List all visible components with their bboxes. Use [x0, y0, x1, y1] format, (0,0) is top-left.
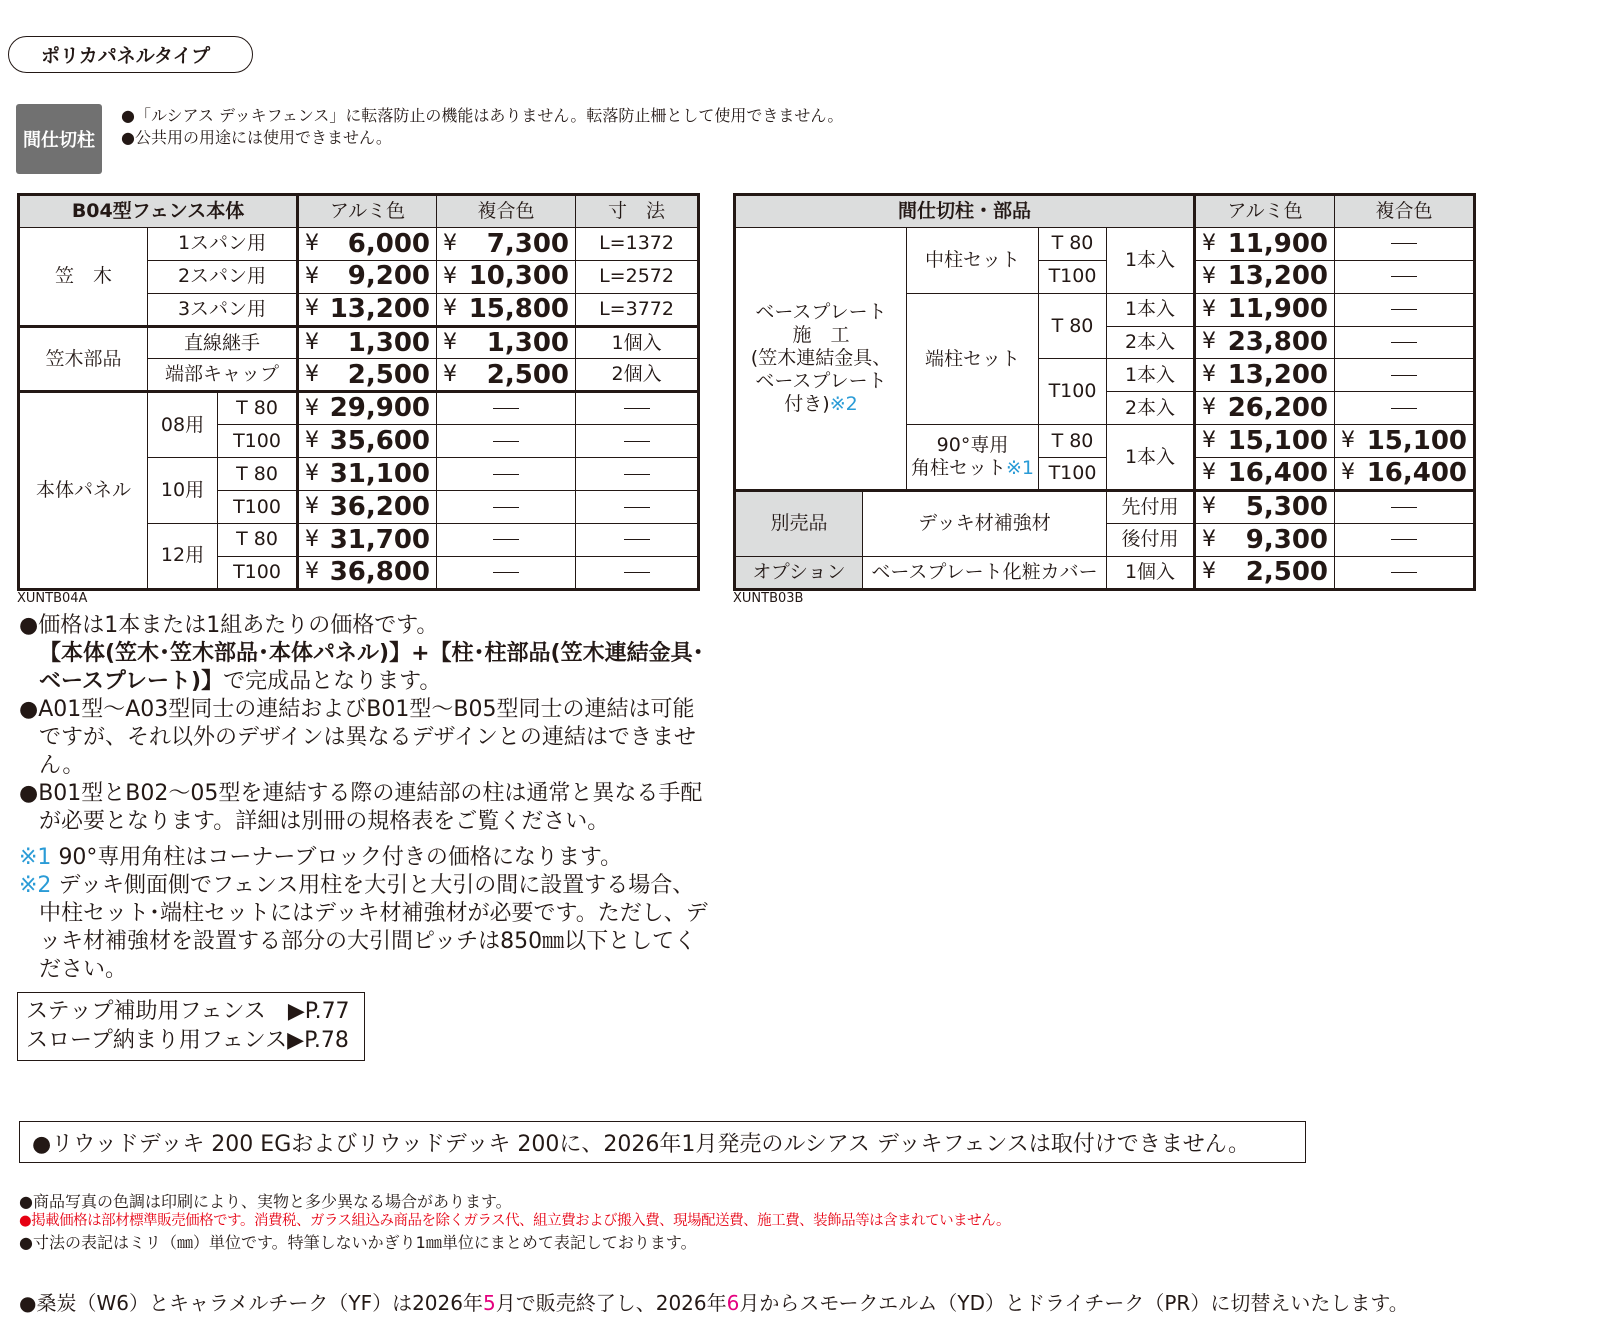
- yen: ¥: [1202, 494, 1217, 520]
- ref-mark: ※2: [19, 873, 52, 898]
- header-fukugo: 複合色: [1335, 195, 1475, 228]
- yen: ¥: [305, 230, 320, 256]
- panel-thickness: T100: [218, 425, 298, 458]
- price-value: 11,900: [1227, 294, 1329, 325]
- price-value: 16,400: [1227, 458, 1329, 489]
- not-available: [437, 523, 576, 556]
- size: 2個入: [576, 359, 699, 392]
- price: [1200, 459, 1330, 488]
- dash-icon: [493, 474, 519, 475]
- yen: ¥: [305, 428, 320, 454]
- price: [303, 460, 432, 489]
- yen: ¥: [443, 329, 458, 355]
- price-value: 16,400: [1366, 458, 1468, 489]
- price-value: 6,000: [347, 228, 431, 259]
- price: [1200, 558, 1330, 587]
- yen: ¥: [305, 329, 320, 355]
- price-value: 13,200: [1227, 261, 1329, 292]
- price: [1200, 262, 1330, 291]
- price-value: 23,800: [1227, 327, 1329, 358]
- yen: ¥: [1202, 362, 1217, 388]
- panel-thickness: T 80: [218, 458, 298, 491]
- not-available: [1335, 523, 1475, 556]
- section-title-pill: ポリカパネルタイプ: [8, 36, 253, 73]
- price: [1200, 493, 1330, 522]
- yen: ¥: [305, 395, 320, 421]
- price: [303, 526, 432, 555]
- not-available: [1335, 227, 1475, 260]
- not-available: [576, 392, 699, 425]
- dash-icon: [1391, 408, 1417, 409]
- price-value: 15,100: [1366, 425, 1468, 456]
- size: L=1372: [576, 227, 699, 260]
- not-available: [1335, 260, 1475, 293]
- price-value: 9,200: [347, 261, 431, 292]
- price: [1200, 230, 1330, 259]
- header-size: 寸 法: [576, 195, 699, 228]
- price-value: 10,300: [468, 261, 570, 292]
- yen: ¥: [443, 230, 458, 256]
- yen: ¥: [1202, 395, 1217, 421]
- item-name: 2スパン用: [148, 260, 298, 293]
- notes: [19, 612, 709, 984]
- yen: ¥: [1202, 329, 1217, 355]
- header-alumi: アルミ色: [298, 195, 437, 228]
- thickness: T100: [1039, 458, 1107, 491]
- price-alumi: [303, 262, 432, 291]
- not-available: [437, 458, 576, 491]
- thickness: T 80: [1039, 227, 1107, 260]
- link-label: ステップ補助用フェンス: [26, 999, 288, 1024]
- panel-thickness: T 80: [218, 392, 298, 425]
- yen: ¥: [443, 361, 458, 387]
- price-value: 31,700: [329, 524, 431, 555]
- type: 後付用: [1107, 523, 1195, 556]
- price: [303, 493, 432, 522]
- price: [1200, 427, 1330, 456]
- yen: ¥: [1202, 263, 1217, 289]
- price-value: 15,800: [468, 293, 570, 324]
- hashi-label: 端柱セット: [907, 293, 1039, 425]
- price-fukugo: [441, 230, 571, 259]
- item-name: 端部キャップ: [148, 359, 298, 392]
- size: L=3772: [576, 293, 699, 326]
- header-post-parts: 間仕切柱・部品: [735, 195, 1195, 228]
- header-alumi: アルミ色: [1195, 195, 1335, 228]
- qty: 1個入: [1107, 556, 1195, 589]
- panel-thickness: T100: [218, 556, 298, 589]
- price-fukugo: [441, 361, 571, 390]
- fence-body-price-table: [17, 193, 700, 591]
- qty: 1本入: [1107, 293, 1195, 326]
- group-panel: 本体パネル: [19, 392, 148, 589]
- not-available: [576, 491, 699, 524]
- yen: ¥: [305, 296, 320, 322]
- ref-mark: ※1: [19, 845, 52, 870]
- dash-icon: [624, 408, 650, 409]
- not-available: [1335, 293, 1475, 326]
- yen: ¥: [1202, 460, 1217, 486]
- note-text: ●B01型とB02～05型を連結する際の連結部の柱は通常と異なる手配が必要となります。詳細は別冊の規格表をご覧ください。: [19, 781, 703, 834]
- not-available: [437, 392, 576, 425]
- dash-icon: [1391, 539, 1417, 540]
- dash-icon: [1391, 342, 1417, 343]
- related-link[interactable]: [26, 1026, 356, 1055]
- yen: ¥: [305, 559, 320, 585]
- top-note: ●公共用の用途には使用できません。: [121, 128, 392, 147]
- dash-icon: [493, 408, 519, 409]
- yen: ¥: [1202, 296, 1217, 322]
- yen: ¥: [443, 296, 458, 322]
- not-available: [576, 523, 699, 556]
- item-name: 3スパン用: [148, 293, 298, 326]
- price: [1339, 427, 1469, 456]
- price-value: 13,200: [1227, 360, 1329, 391]
- kado-label: 90°専用 角柱セット※1: [907, 425, 1039, 491]
- price: [303, 427, 432, 456]
- not-available: [437, 491, 576, 524]
- dash-icon: [624, 441, 650, 442]
- thickness: T100: [1039, 260, 1107, 293]
- thickness: T 80: [1039, 293, 1107, 359]
- text: 月からスモークエルム（YD）とドライチーク（PR）に切替えいたします。: [739, 1291, 1409, 1315]
- category-tag: 間仕切柱: [16, 104, 102, 174]
- base-plate-label: ベースプレート 施 工 (笠木連結金具、 ベースプレート 付き)※2: [735, 227, 907, 490]
- month: 5: [482, 1291, 496, 1315]
- option-item: ベースプレート化粧カバー: [863, 556, 1107, 589]
- yen: ¥: [1202, 230, 1217, 256]
- price-value: 36,200: [329, 491, 431, 522]
- price: [1200, 361, 1330, 390]
- item-name: 1スパン用: [148, 227, 298, 260]
- price-value: 35,600: [329, 425, 431, 456]
- table-code: XUNTB04A: [17, 591, 88, 606]
- yen: ¥: [305, 361, 320, 387]
- price-value: 7,300: [486, 228, 570, 259]
- text: 月で販売終了し、2026年: [495, 1291, 727, 1315]
- price-value: 2,500: [347, 359, 431, 390]
- price: [303, 558, 432, 587]
- price-alumi: [303, 230, 432, 259]
- not-available: [576, 556, 699, 589]
- dash-icon: [493, 507, 519, 508]
- footnote-price: ●掲載価格は部材標準販売価格です。消費税、ガラス組込み商品を除くガラス代、組立費および搬入費、現場配送費、施工費、装飾品等は含まれていません。: [19, 1213, 1010, 1229]
- compatibility-notice: ●リウッドデッキ 200 EGおよびリウッドデッキ 200に、2026年1月発売のルシアス デッキフェンスは取付けできません。: [19, 1121, 1306, 1163]
- not-available: [437, 556, 576, 589]
- price-value: 26,200: [1227, 392, 1329, 423]
- ref-text: 90°専用角柱はコーナーブロック付きの価格になります。: [58, 845, 623, 870]
- type: 先付用: [1107, 491, 1195, 524]
- note-text: ●A01型～A03型同士の連結およびB01型～B05型同士の連結は可能ですが、それ以外のデザインは異なるデザインとの連結はできません。: [19, 697, 696, 778]
- size: L=2572: [576, 260, 699, 293]
- dash-icon: [1391, 507, 1417, 508]
- yen: ¥: [305, 493, 320, 519]
- yen: ¥: [1202, 428, 1217, 454]
- price-fukugo: [441, 262, 571, 291]
- panel-thickness: T 80: [218, 523, 298, 556]
- text: ●桑炭（W6）とキャラメルチーク（YF）は2026年: [19, 1291, 483, 1315]
- yen: ¥: [1202, 559, 1217, 585]
- not-available: [1335, 491, 1475, 524]
- price-alumi: [303, 329, 432, 358]
- group-kasagi: 笠 木: [19, 227, 148, 326]
- price-value: 13,200: [329, 293, 431, 324]
- betsu-label: 別売品: [735, 491, 863, 557]
- price-value: 9,300: [1245, 524, 1329, 555]
- qty: 1本入: [1107, 359, 1195, 392]
- dash-icon: [1391, 572, 1417, 573]
- dash-icon: [624, 539, 650, 540]
- qty: 2本入: [1107, 392, 1195, 425]
- not-available: [1335, 392, 1475, 425]
- price-value: 11,900: [1227, 228, 1329, 259]
- dash-icon: [493, 441, 519, 442]
- dash-icon: [624, 572, 650, 573]
- yen: ¥: [305, 526, 320, 552]
- not-available: [1335, 359, 1475, 392]
- ref-text: デッキ側面側でフェンス用柱を大引と大引の間に設置する場合、中柱セット･端柱セットにはデッキ材補強材が必要です。ただし、デッキ材補強材を設置する部分の大引間ピッチは850㎜以下としてください。: [39, 873, 708, 982]
- related-link[interactable]: [26, 997, 356, 1026]
- price-value: 29,900: [329, 393, 431, 424]
- price-value: 31,100: [329, 458, 431, 489]
- option-label: オプション: [735, 556, 863, 589]
- price-value: 2,500: [486, 359, 570, 390]
- price: [1339, 459, 1469, 488]
- price: [1200, 526, 1330, 555]
- dash-icon: [493, 572, 519, 573]
- post-parts-price-table: [733, 193, 1476, 591]
- yen: ¥: [1341, 428, 1356, 454]
- qty: 1本入: [1107, 425, 1195, 491]
- price-value: 5,300: [1245, 492, 1329, 523]
- dash-icon: [1391, 375, 1417, 376]
- related-pages-box: [17, 992, 365, 1061]
- color-change-notice: [19, 1287, 1409, 1316]
- note-text: ●価格は1本または1組あたりの価格です。: [19, 613, 439, 638]
- dash-icon: [624, 507, 650, 508]
- price-value: 36,800: [329, 556, 431, 587]
- price-fukugo: [441, 329, 571, 358]
- dash-icon: [624, 474, 650, 475]
- price-alumi: [303, 361, 432, 390]
- footnote: ●商品写真の色調は印刷により、実物と多少異なる場合があります。: [19, 1192, 512, 1211]
- link-page: ▶P.77: [287, 999, 350, 1024]
- dash-icon: [493, 539, 519, 540]
- link-label: スロープ納まり用フェンス: [26, 1028, 288, 1053]
- not-available: [1335, 556, 1475, 589]
- qty: 2本入: [1107, 326, 1195, 359]
- group-parts: 笠木部品: [19, 326, 148, 392]
- price: [303, 394, 432, 423]
- not-available: [576, 425, 699, 458]
- dash-icon: [1391, 243, 1417, 244]
- panel-size: 12用: [148, 523, 218, 589]
- yen: ¥: [443, 263, 458, 289]
- price-fukugo: [441, 295, 571, 324]
- top-note: ●「ルシアス デッキフェンス」に転落防止の機能はありません。転落防止柵として使用できません。: [121, 106, 844, 125]
- yen: ¥: [1341, 460, 1356, 486]
- qty: 1本入: [1107, 227, 1195, 293]
- panel-size: 10用: [148, 458, 218, 524]
- note-emphasis: 【本体(笠木･笠木部品･本体パネル)】+【柱･柱部品(笠木連結金具･ベースプレート)】: [39, 641, 704, 694]
- price: [1200, 394, 1330, 423]
- footnote: ●寸法の表記はミリ（㎜）単位です。特筆しないかぎり1㎜単位にまとめて表記しております。: [19, 1233, 697, 1252]
- yen: ¥: [1202, 526, 1217, 552]
- price-value: 1,300: [486, 327, 570, 358]
- thickness: T 80: [1039, 425, 1107, 458]
- link-page: ▶P.78: [287, 1028, 349, 1053]
- item-name: 直線継手: [148, 326, 298, 359]
- note-text: で完成品となります。: [223, 669, 442, 694]
- thickness: T100: [1039, 359, 1107, 425]
- naka-label: 中柱セット: [907, 227, 1039, 293]
- dash-icon: [1391, 276, 1417, 277]
- panel-size: 08用: [148, 392, 218, 458]
- yen: ¥: [305, 263, 320, 289]
- yen: ¥: [305, 460, 320, 486]
- panel-thickness: T100: [218, 491, 298, 524]
- size: 1個入: [576, 326, 699, 359]
- month: 6: [726, 1291, 740, 1315]
- price-value: 15,100: [1227, 425, 1329, 456]
- not-available: [576, 458, 699, 491]
- header-fence-body: B04型フェンス本体: [19, 195, 298, 228]
- header-fukugo: 複合色: [437, 195, 576, 228]
- dash-icon: [1391, 309, 1417, 310]
- price-value: 2,500: [1245, 556, 1329, 587]
- price-value: 1,300: [347, 327, 431, 358]
- not-available: [437, 425, 576, 458]
- not-available: [1335, 326, 1475, 359]
- price: [1200, 328, 1330, 357]
- table-code: XUNTB03B: [733, 591, 804, 606]
- price-alumi: [303, 295, 432, 324]
- betsu-item: デッキ材補強材: [863, 491, 1107, 557]
- price: [1200, 295, 1330, 324]
